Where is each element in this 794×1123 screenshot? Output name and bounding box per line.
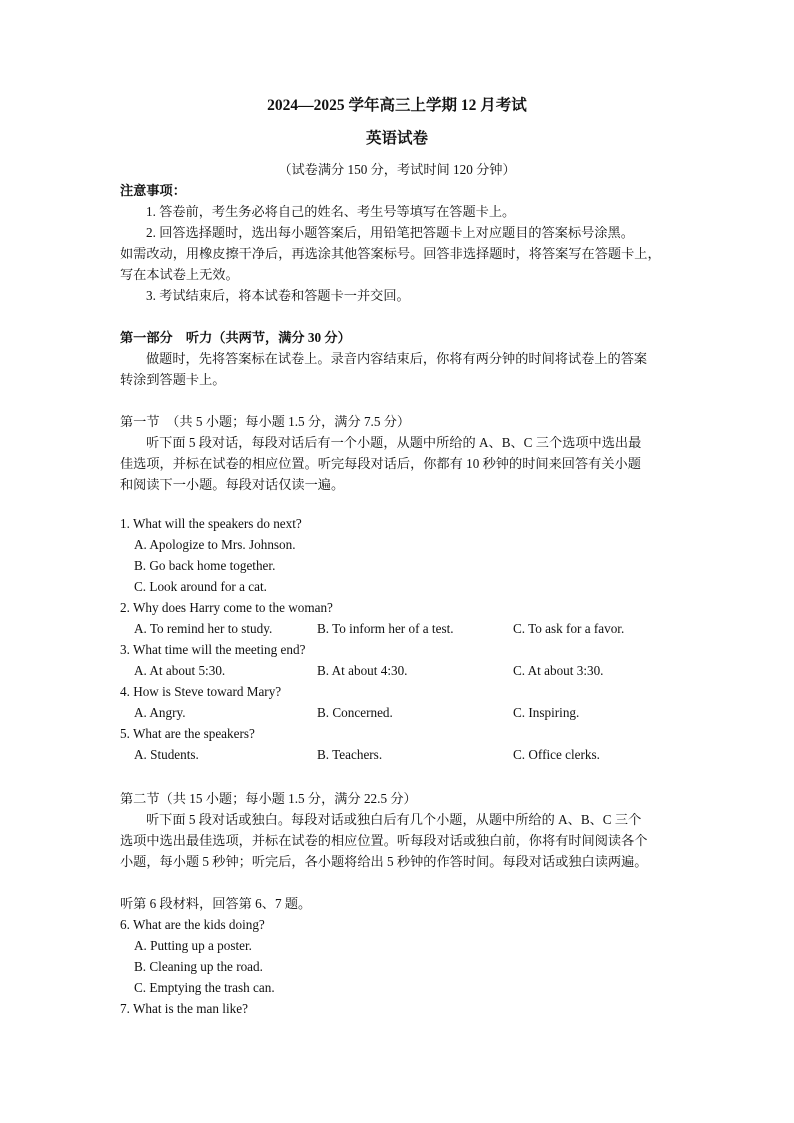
question-2-stem: 2. Why does Harry come to the woman?	[120, 600, 333, 615]
notice-item-2: 2. 回答选择题时，选出每小题答案后，用铅笔把答题卡上对应题目的答案标号涂黑。	[146, 225, 634, 240]
question-1-stem: 1. What will the speakers do next?	[120, 516, 302, 531]
section1-heading: 第一节 （共 5 小题；每小题 1.5 分，满分 7.5 分）	[120, 414, 411, 429]
question-3-option-c: C. At about 3:30.	[513, 663, 604, 678]
part1-heading: 第一部分 听力（共两节，满分 30 分）	[120, 330, 351, 345]
section1-intro-cont: 佳选项，并标在试卷的相应位置。听完每段对话后，你都有 10 秒钟的时间来回答有关小题	[120, 456, 641, 471]
exam-title: 2024—2025 学年高三上学期 12 月考试	[267, 97, 527, 114]
question-3-option-a: A. At about 5:30.	[134, 663, 226, 678]
section2-intro: 听下面 5 段对话或独白。每段对话或独白后有几个小题，从题中所给的 A、B、C 三个	[146, 812, 642, 827]
exam-subject: 英语试卷	[365, 130, 428, 147]
material-6-instruction: 听第 6 段材料，回答第 6、7 题。	[120, 896, 312, 911]
question-5-option-b: B. Teachers.	[317, 747, 383, 762]
question-4-option-c: C. Inspiring.	[513, 705, 580, 720]
notice-item-1: 1. 答卷前，考生务必将自己的姓名、考生号等填写在答题卡上。	[146, 204, 516, 219]
section2-intro-end: 小题，每小题 5 秒钟；听完后，各小题将给出 5 秒钟的作答时间。每段对话或独白读两遍。	[120, 854, 648, 869]
question-1-option-a: A. Apologize to Mrs. Johnson.	[134, 537, 296, 552]
question-6-option-b: B. Cleaning up the road.	[134, 959, 263, 974]
question-6-option-a: A. Putting up a poster.	[134, 938, 252, 953]
question-5-option-a: A. Students.	[134, 747, 199, 762]
notice-item-3: 3. 考试结束后，将本试卷和答题卡一并交回。	[146, 288, 410, 303]
section2-intro-cont: 选项中选出最佳选项，并标在试卷的相应位置。听每段对话或独白前，你将有时间阅读各个	[120, 833, 648, 848]
notice-item-2-end: 写在本试卷上无效。	[120, 267, 239, 282]
question-3-option-b: B. At about 4:30.	[317, 663, 408, 678]
question-7-stem: 7. What is the man like?	[120, 1001, 248, 1016]
question-5-option-c: C. Office clerks.	[513, 747, 600, 762]
part1-intro-cont: 转涂到答题卡上。	[120, 372, 226, 387]
section1-intro: 听下面 5 段对话，每段对话后有一个小题，从题中所给的 A、B、C 三个选项中选出最	[146, 435, 642, 450]
exam-note: （试卷满分 150 分，考试时间 120 分钟）	[278, 162, 516, 177]
notice-heading: 注意事项：	[120, 183, 186, 198]
question-6-option-c: C. Emptying the trash can.	[134, 980, 275, 995]
question-2-option-c: C. To ask for a favor.	[513, 621, 625, 636]
section2-heading: 第二节（共 15 小题；每小题 1.5 分，满分 22.5 分）	[120, 791, 417, 806]
question-3-stem: 3. What time will the meeting end?	[120, 642, 306, 657]
question-4-option-a: A. Angry.	[134, 705, 186, 720]
question-6-stem: 6. What are the kids doing?	[120, 917, 265, 932]
question-1-option-c: C. Look around for a cat.	[134, 579, 267, 594]
notice-item-2-cont: 如需改动，用橡皮擦干净后，再选涂其他答案标号。回答非选择题时，将答案写在答题卡上，	[120, 246, 661, 261]
question-4-stem: 4. How is Steve toward Mary?	[120, 684, 282, 699]
part1-intro: 做题时，先将答案标在试卷上。录音内容结束后，你将有两分钟的时间将试卷上的答案	[146, 351, 648, 366]
question-2-option-b: B. To inform her of a test.	[317, 621, 454, 636]
question-2-option-a: A. To remind her to study.	[134, 621, 273, 636]
section1-intro-end: 和阅读下一小题。每段对话仅读一遍。	[120, 477, 345, 492]
question-1-option-b: B. Go back home together.	[134, 558, 276, 573]
question-4-option-b: B. Concerned.	[317, 705, 393, 720]
question-5-stem: 5. What are the speakers?	[120, 726, 255, 741]
